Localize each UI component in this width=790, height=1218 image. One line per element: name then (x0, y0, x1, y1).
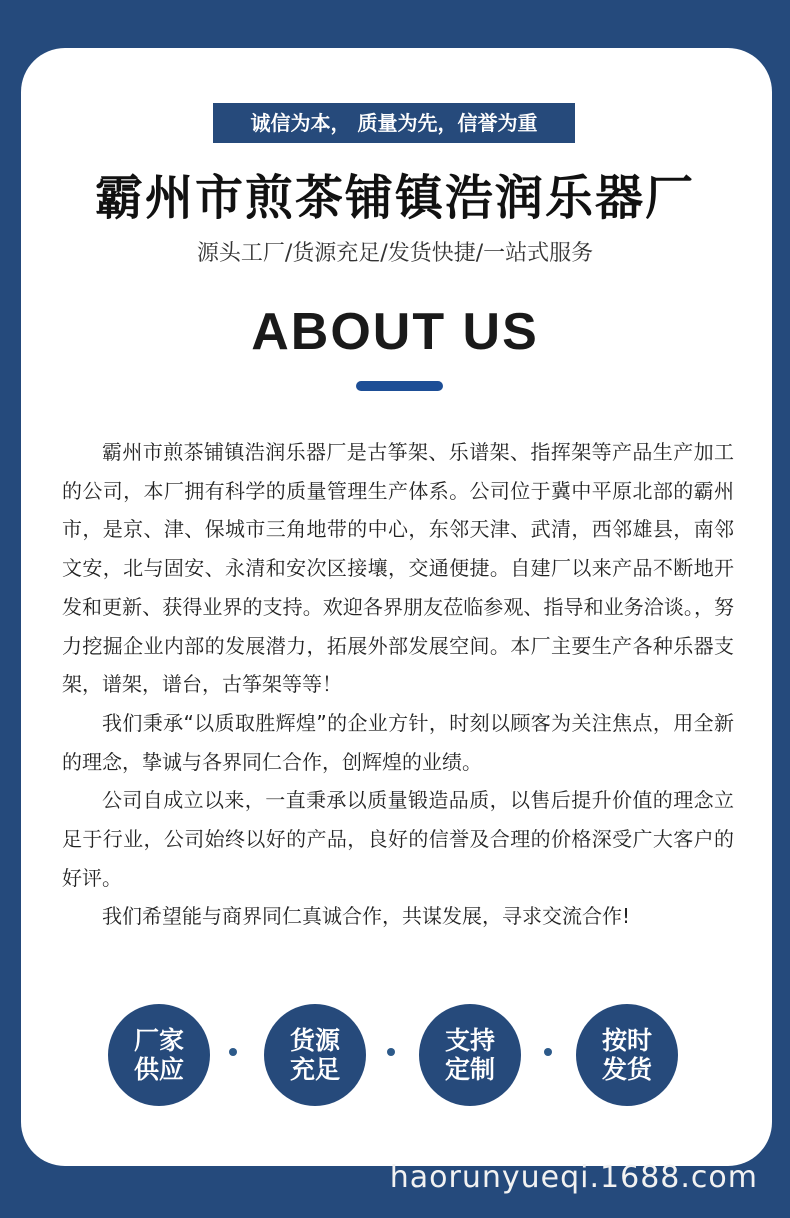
about-paragraph: 我们秉承“以质取胜辉煌”的企业方针，时刻以顾客为关注焦点，用全新的理念，挚诚与各界同仁合作，创辉煌的业绩。 (62, 710, 734, 774)
about-paragraph: 公司自成立以来，一直秉承以质量锻造品质，以售后提升价值的理念立足于行业，公司始终以好的产品，良好的信誉及合理的价格深受广大客户的好评。 (62, 788, 734, 890)
feature-label: 按时发货 (601, 1026, 652, 1084)
slogan-banner: 诚信为本， 质量为先，信誉为重 (213, 103, 575, 143)
about-title: ABOUT US (251, 303, 539, 361)
website-watermark: haorunyueqi.1688.com (389, 1160, 758, 1195)
tagline: 源头工厂/货源充足/发货快捷/一站式服务 (196, 241, 594, 266)
about-paragraph: 我们希望能与商界同仁真诚合作，共谋发展，寻求交流合作! (102, 904, 631, 929)
about-body (62, 433, 734, 936)
feature-label: 货源充足 (289, 1026, 340, 1084)
feature-badge-on-time-delivery (576, 1004, 678, 1106)
feature-badge-customization (419, 1004, 521, 1106)
separator-dot (229, 1048, 237, 1056)
separator-dot (544, 1048, 552, 1056)
feature-label: 厂家供应 (133, 1026, 184, 1084)
title-underline (356, 381, 443, 391)
feature-label: 支持定制 (444, 1026, 495, 1084)
about-paragraph: 霸州市煎茶铺镇浩润乐器厂是古筝架、乐谱架、指挥架等产品生产加工的公司，本厂拥有科学的质量管理生产体系。公司位于冀中平原北部的霸州市，是京、津、保城市三角地带的中心，东邻天津、武清，西邻雄县，南邻文安，北与固安、永清和安次区接壤，交通便捷。自建厂以来产品不断地开发和更新、获得业界的支持。欢迎各界朋友莅临参观、指导和业务洽谈。，努力挖掘企业内部的发展潜力，拓展外部发展空间。本厂主要生产各种乐器支架，谱架，谱台，古筝架等等！ (62, 440, 734, 697)
feature-badge-factory-supply (108, 1004, 210, 1106)
feature-badge-ample-supply (264, 1004, 366, 1106)
company-name: 霸州市煎茶铺镇浩润乐器厂 (94, 170, 695, 226)
separator-dot (387, 1048, 395, 1056)
